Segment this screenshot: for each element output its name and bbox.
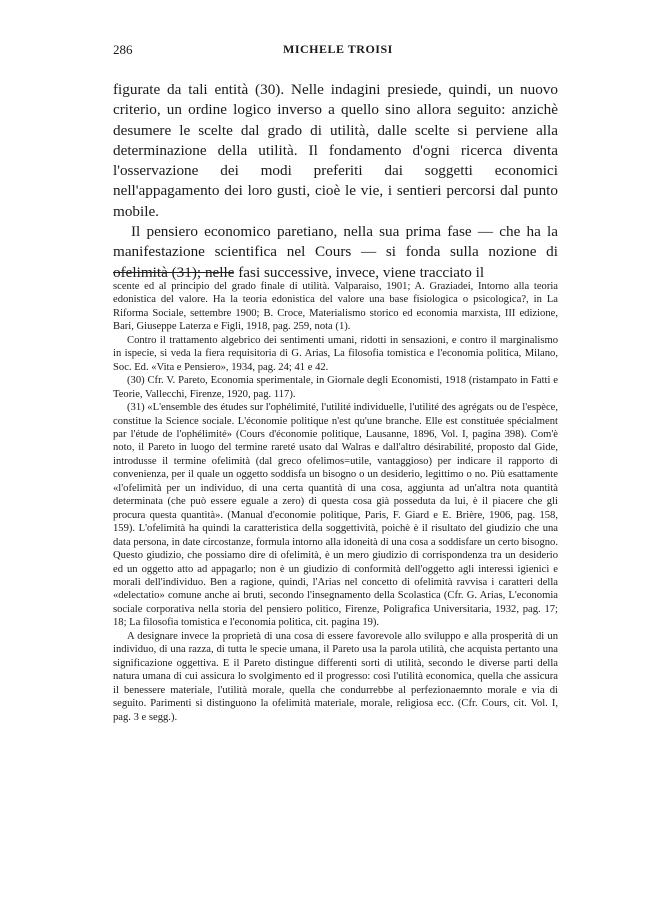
body-paragraph: Il pensiero economico paretiano, nella sua prima fase — che ha la manifestazione scientifica nel Cours — si fonda sulla nozione di ofelimità (31); nelle fasi successive, invece, viene tracciato il (113, 223, 558, 281)
running-title: MICHELE TROISI (283, 42, 393, 56)
body-paragraph: figurate da tali entità (30). Nelle indagini presiede, quindi, un nuovo criterio, un ordine logico inverso a quello sino allora seguito: anzichè desumere le scelte dal grado di utilità, dalle scelte si perviene alla determinazione della utilità. Il fondamento d'ogni ricerca diventa l'osservazione dei modi preferiti dai soggetti economici nell'appagamento dei loro gusti, cioè le vie, i sentieri percorsi dal punto mobile. (113, 81, 558, 220)
footnote-30: (30) Cfr. V. Pareto, Economia sperimentale, in Giornale degli Economisti, 1918 (ristampato in Fatti e Teorie, Vallecchi, Firenze, 1920, pag. 117). (113, 375, 558, 400)
footnote-paragraph: Contro il trattamento algebrico dei sentimenti umani, ridotti in sensazioni, e contro il marginalismo in ispecie, si veda la fiera requisitoria di G. Arias, La filosofia tomistica e l'economia politica, Milano, Soc. Ed. «Vita e Pensiero», 1934, pag. 24; 41 e 42. (113, 334, 558, 373)
main-text (113, 80, 558, 283)
footnote-continuation: scente ed al principio del grado finale di utilità. Valparaiso, 1901; A. Graziadei, Intorno alla teoria edonistica del valore. Ha la teoria edonistica del valore una base fisiologica o psicologica?, in La Riforma Sociale, settembre 1900; B. Croce, Materialismo storico ed economia marxista, III edizione, Bari, Giuseppe Laterza e Figli, 1918, pag. 259, nota (1). (113, 281, 558, 333)
footnote-separator (113, 272, 233, 273)
footnotes (113, 280, 558, 724)
footnote-paragraph: A designare invece la proprietà di una cosa di essere favorevole allo sviluppo e alla prosperità di un individuo, di una razza, di tutta le specie umana, il Pareto usa la parola utilità, che acquista pertanto una significazione oggettiva. E il Pareto distingue differenti sorti di utilità, secondo le diverse parti della natura umana di cui assicura lo svolgimento ed il progresso: così l'utilità economica, quella che assicura il benessere materiale, l'utilità morale, quella che condurrebbe al perfezionaemnto morale e via di seguito. Parimenti si distinguono la ofelimità materiale, morale, religiosa ecc. (Cfr. Cours, cit. Vol. I, pag. 3 e segg.). (113, 630, 558, 723)
footnote-31: (31) «L'ensemble des études sur l'ophélimité, l'utilité individuelle, l'utilité des agrégats ou de l'espèce, constitue la Science sociale. L'économie politique n'est qu'une branche. Elle est constituée spécialment par l'étude de l'ophélimité» (Cours d'économie politique, Lausanne, 1896, Vol. I, pagina 398). Com'è noto, il Pareto in luogo del termine rareté usato dal Walras e dall'altro désirabilité, proposto dal Gide, introdusse il termine ofelimità (dal greco ofelimos=utile, vantaggioso) per indicare il rapporto di convenienza, per il quale un oggetto soddisfa un bisogno o un desiderio, legittimo o no. Più esattamente «l'ofelimità per un individuo, di una certa quantità di una cosa, aggiunta ad un'altra nota quantità determinata (che può essere eguale a zero) di questa cosa già posseduta da lui, è il piacere che gli procura questa quantità». (Manual d'economie politique, Paris, F. Giard e E. Brière, 1906, pag. 158, 159). L'ofelimità ha quindi la caratteristica della soggettività, poichè è il risultato del giudizio che una data persona, in date circostanze, formula intorno alla idoneità di una cosa a soddisfare un certo bisogno. Questo giudizio, che possiamo dire di ofelimità, è un mero giudizio di corrispondenza tra un desiderio ed un oggetto atto ad appagarlo; non è un giudizio di conformità dell'oggetto agli interessi igienici e morali dell'individuo. Ben a ragione, quindi, l'Arias nel concetto di ofelimità ravvisa i caratteri della «delectatio» comune anche ai bruti, secondo l'insegnamento della Scolastica (Cfr. G. Arias, L'economia sociale corporativa nella storia del pensiero politico, Firenze, Poligrafica Universitaria, 1932, pag. 17; 18; La filosofia tomistica e l'economia politica, cit. pagina 19). (113, 402, 558, 629)
running-header (113, 42, 558, 62)
page-number: 286 (113, 42, 133, 57)
